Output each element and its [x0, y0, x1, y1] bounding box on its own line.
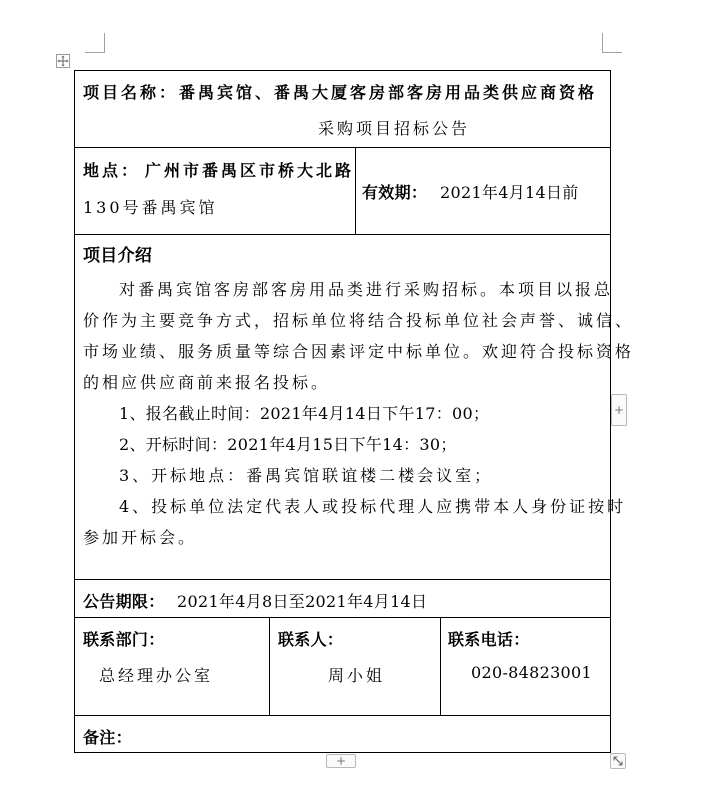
- intro-item: 4、投标单位法定代表人或投标代理人应携带本人身份证按时: [119, 497, 627, 516]
- move-icon: [57, 55, 69, 67]
- validity-value: 2021年4月14日前: [440, 183, 579, 202]
- location-row: [74, 147, 611, 234]
- location-value-line1: 广州市番禺区市桥大北路: [145, 161, 355, 180]
- table-move-handle[interactable]: [56, 54, 70, 68]
- notice-period-value: 2021年4月8日至2021年4月14日: [177, 592, 428, 611]
- location-cell: [75, 148, 355, 234]
- intro-para-line: 市场业绩、服务质量等综合因素评定中标单位。欢迎符合投标资格: [83, 342, 635, 361]
- plus-icon: +: [335, 754, 347, 768]
- intro-para-line: 价作为主要竞争方式，招标单位将结合投标单位社会声誉、诚信、: [83, 311, 635, 330]
- project-name-line1: 番禺宾馆、番禺大厦客房部客房用品类供应商资格: [179, 83, 598, 102]
- margin-corner-top-left: [85, 33, 105, 53]
- plus-icon: +: [613, 403, 625, 417]
- table-resize-handle[interactable]: [610, 753, 626, 769]
- intro-item: 1、报名截止时间：2021年4月14日下午17：00；: [119, 404, 490, 423]
- notice-period-label: 公告期限：: [83, 592, 165, 611]
- contact-person-label: 联系人：: [278, 630, 344, 649]
- announcement-table: [74, 70, 635, 753]
- project-name-label: 项目名称：: [83, 83, 179, 102]
- contact-person-cell: [270, 618, 440, 715]
- project-name-row: [74, 70, 611, 147]
- contact-phone-cell: [441, 618, 611, 715]
- contact-phone-value: 020-84823001: [471, 663, 592, 682]
- location-value-line2: 130号番禺宾馆: [83, 198, 218, 217]
- remarks-label: 备注：: [83, 728, 132, 747]
- resize-icon: [612, 755, 624, 767]
- intro-item: 3、开标地点：番禺宾馆联谊楼二楼会议室；: [119, 466, 494, 485]
- notice-period-row: [74, 579, 611, 617]
- add-row-button[interactable]: [326, 754, 356, 768]
- contact-dept-cell: [75, 618, 269, 715]
- intro-para-line: 的相应供应商前来报名投标。: [83, 373, 331, 392]
- contact-dept-value: 总经理办公室: [99, 666, 214, 685]
- location-label: 地点：: [83, 161, 141, 180]
- contact-phone-label: 联系电话：: [448, 630, 530, 649]
- project-name-line2: 采购项目招标公告: [318, 119, 471, 138]
- intro-item: 2、开标时间：2021年4月15日下午14：30；: [119, 435, 457, 454]
- contact-person-value: 周小姐: [328, 666, 386, 685]
- intro-heading: 项目介绍: [83, 246, 153, 266]
- intro-item-continuation: 参加开标会。: [83, 528, 198, 547]
- add-column-button[interactable]: [611, 394, 627, 426]
- validity-label: 有效期：: [362, 183, 428, 202]
- margin-corner-top-right: [602, 33, 622, 53]
- contact-row: [74, 617, 611, 715]
- intro-row: [74, 234, 635, 579]
- remarks-row: [74, 715, 611, 753]
- contact-dept-label: 联系部门：: [83, 630, 165, 649]
- intro-para-line: 对番禺宾馆客房部客房用品类进行采购招标。本项目以报总: [119, 280, 614, 299]
- validity-cell: [356, 148, 611, 234]
